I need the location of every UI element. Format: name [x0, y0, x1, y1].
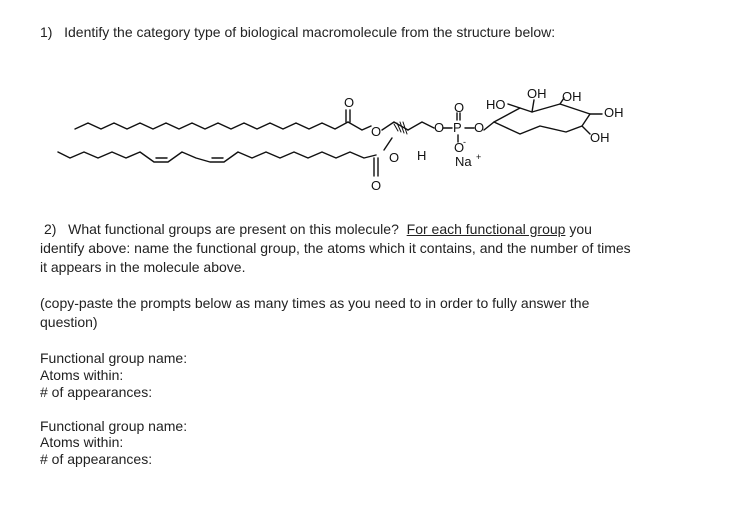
question-1-text: Identify the category type of biological macromolecule from the structure below:: [64, 24, 556, 40]
phosphate-oxygen-minus: O: [454, 140, 465, 155]
prompt-1-atoms: Atoms within:: [40, 367, 124, 383]
prompt-2-appearances: # of appearances:: [40, 451, 153, 467]
carbonyl-oxygen-top: O: [344, 95, 355, 110]
hydroxyl-top-1: OH: [527, 86, 547, 101]
carbonyl-oxygen-bottom: O: [371, 178, 382, 193]
minus-charge: -: [463, 137, 466, 147]
question-2-text-post: you: [569, 221, 592, 237]
phosphorus-label: P: [453, 120, 462, 135]
hydroxyl-ho-ring: HO: [486, 97, 506, 112]
prompt-1-group-name: Functional group name:: [40, 350, 188, 366]
prompt-2-group-name: Functional group name:: [40, 418, 188, 434]
copy-paste-note-line-2: question): [40, 314, 98, 330]
bottom-fatty-acid-chain: [58, 152, 376, 162]
hydroxyl-lower: OH: [590, 130, 610, 145]
question-2-line-3: it appears in the molecule above.: [40, 259, 246, 275]
hydroxyl-right: OH: [604, 105, 624, 120]
prompt-2-atoms: Atoms within:: [40, 434, 124, 450]
top-fatty-acid-chain: [75, 122, 348, 129]
question-1-number: 1): [40, 24, 53, 40]
copy-paste-note-line-1: (copy-paste the prompts below as many times as you need to in order to fully answer the: [40, 295, 590, 311]
sodium-label: Na: [455, 154, 472, 169]
question-2-text-pre: What functional groups are present on this molecule?: [68, 221, 399, 237]
phosphate-oxygen-right: O: [474, 120, 485, 135]
phosphate-oxygen-top: O: [454, 100, 465, 115]
hydroxyl-top-2: OH: [562, 89, 582, 104]
question-2-number: 2): [44, 221, 57, 237]
inositol-ring: [494, 104, 590, 134]
phosphate-oxygen-left: O: [434, 120, 445, 135]
plus-charge: +: [476, 152, 482, 162]
ester-oxygen-top: O: [371, 124, 382, 139]
hydrogen-label: H: [417, 148, 427, 163]
phospholipid-structure: [0, 0, 735, 200]
question-2-underlined: For each functional group: [406, 221, 566, 237]
ester-oxygen-bottom: O: [389, 150, 400, 165]
prompt-1-appearances: # of appearances:: [40, 384, 153, 400]
question-2-line-1: [44, 221, 592, 238]
question-2-line-2: identify above: name the functional group, the atoms which it contains, and the number of times: [40, 240, 631, 256]
